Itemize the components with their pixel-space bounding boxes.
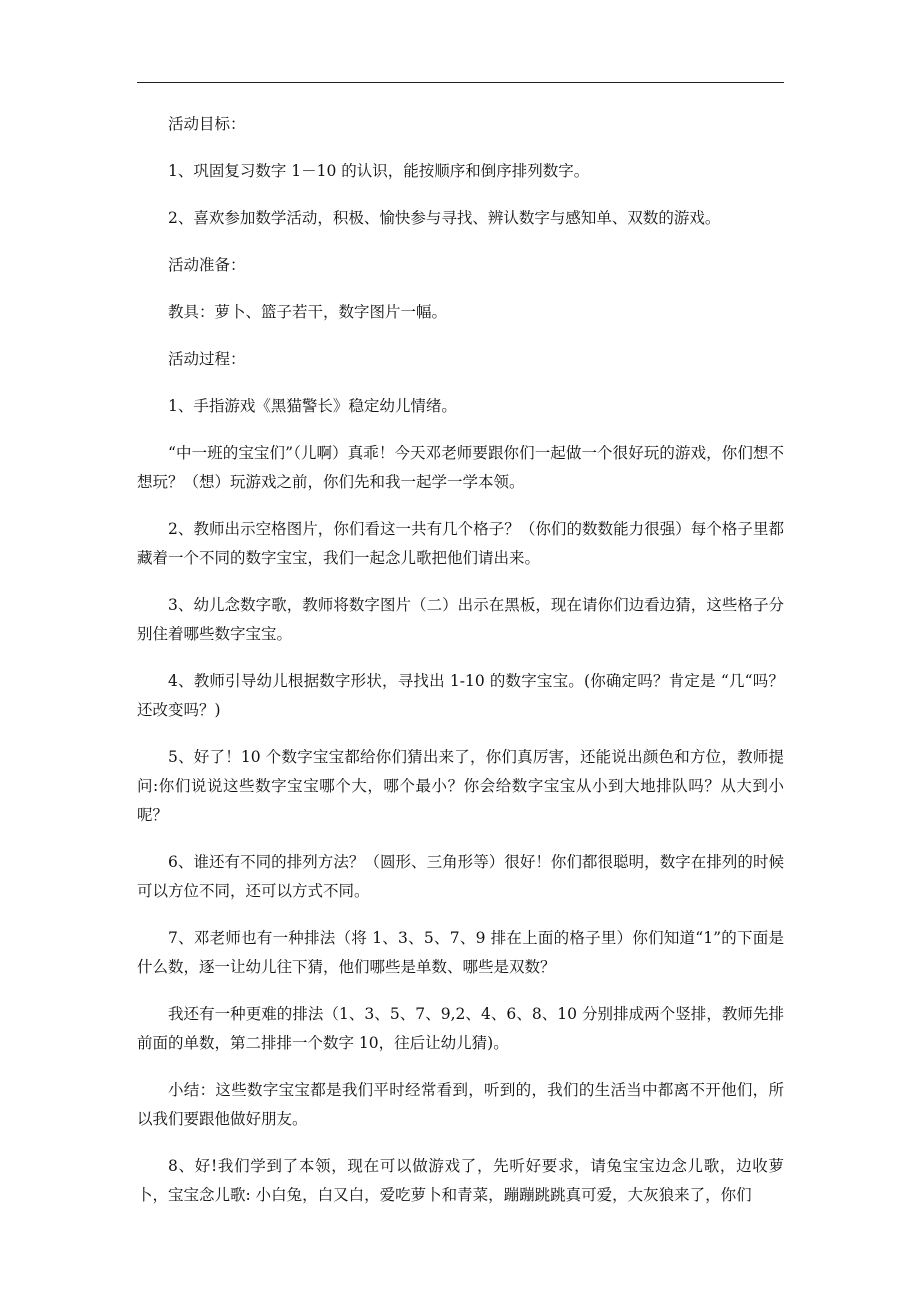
process-step-6: 6、谁还有不同的排列方法？（圆形、三角形等）很好！你们都很聪明，数字在排列的时候可以方位不同，还可以方式不同。 — [137, 853, 784, 900]
preparation-materials: 教具：萝卜、篮子若干，数字图片一幅。 — [168, 303, 448, 321]
heading-activity-preparation: 活动准备： — [168, 256, 246, 274]
process-step-2: 2、教师出示空格图片，你们看这一共有几个格子？（你们的数数能力很强）每个格子里都藏着一个不同的数字宝宝，我们一起念儿歌把他们请出来。 — [137, 520, 784, 567]
header-rule — [137, 82, 784, 83]
goal-item-2: 2、喜欢参加数学活动，积极、愉快参与寻找、辨认数字与感知单、双数的游戏。 — [168, 209, 721, 227]
harder-arrangement-paragraph: 我还有一种更难的排法（1、3、5、7、9,2、4、6、8、10 分别排成两个竖排，教师先排前面的单数，第二排排一个数字 10，往后让幼儿猜)。 — [137, 1005, 784, 1052]
process-step-5: 5、好了！10 个数字宝宝都给你们猜出来了，你们真厉害，还能说出颜色和方位，教师提问:你们说说这些数字宝宝哪个大，哪个最小？你会给数字宝宝从小到大地排队吗？从大到小呢？ — [137, 748, 784, 824]
document-body — [137, 110, 784, 1228]
process-dialogue-paragraph: “中一班的宝宝们”（儿啊）真乖！今天邓老师要跟你们一起做一个很好玩的游戏，你们想不想玩？（想）玩游戏之前，你们先和我一起学一学本领。 — [137, 444, 784, 491]
process-step-8: 8、好!我们学到了本领，现在可以做游戏了，先听好要求，请兔宝宝边念儿歌，边收萝卜，宝宝念儿歌: 小白兔，白又白，爱吃萝卜和青菜，蹦蹦跳跳真可爱，大灰狼来了，你们 — [137, 1157, 784, 1204]
process-step-3: 3、幼儿念数字歌，教师将数字图片（二）出示在黑板，现在请你们边看边猜，这些格子分别住着哪些数字宝宝。 — [137, 596, 784, 643]
goal-item-1: 1、巩固复习数字 1－10 的认识，能按顺序和倒序排列数字。 — [168, 162, 590, 180]
summary-paragraph: 小结：这些数字宝宝都是我们平时经常看到，听到的，我们的生活当中都离不开他们，所以我们要跟他做好朋友。 — [137, 1081, 784, 1128]
process-step-4: 4、教师引导幼儿根据数字形状，寻找出 1-10 的数字宝宝。(你确定吗？肯定是 “几“吗？还改变吗？) — [137, 672, 784, 719]
process-step-7: 7、邓老师也有一种排法（将 1、3、5、7、9 排在上面的格子里）你们知道“1”的下面是什么数，逐一让幼儿往下猜，他们哪些是单数、哪些是双数？ — [137, 929, 784, 976]
heading-activity-goals: 活动目标： — [168, 115, 246, 133]
process-step-1: 1、手指游戏《黑猫警长》稳定幼儿情绪。 — [168, 397, 457, 415]
heading-activity-process: 活动过程： — [168, 350, 246, 368]
